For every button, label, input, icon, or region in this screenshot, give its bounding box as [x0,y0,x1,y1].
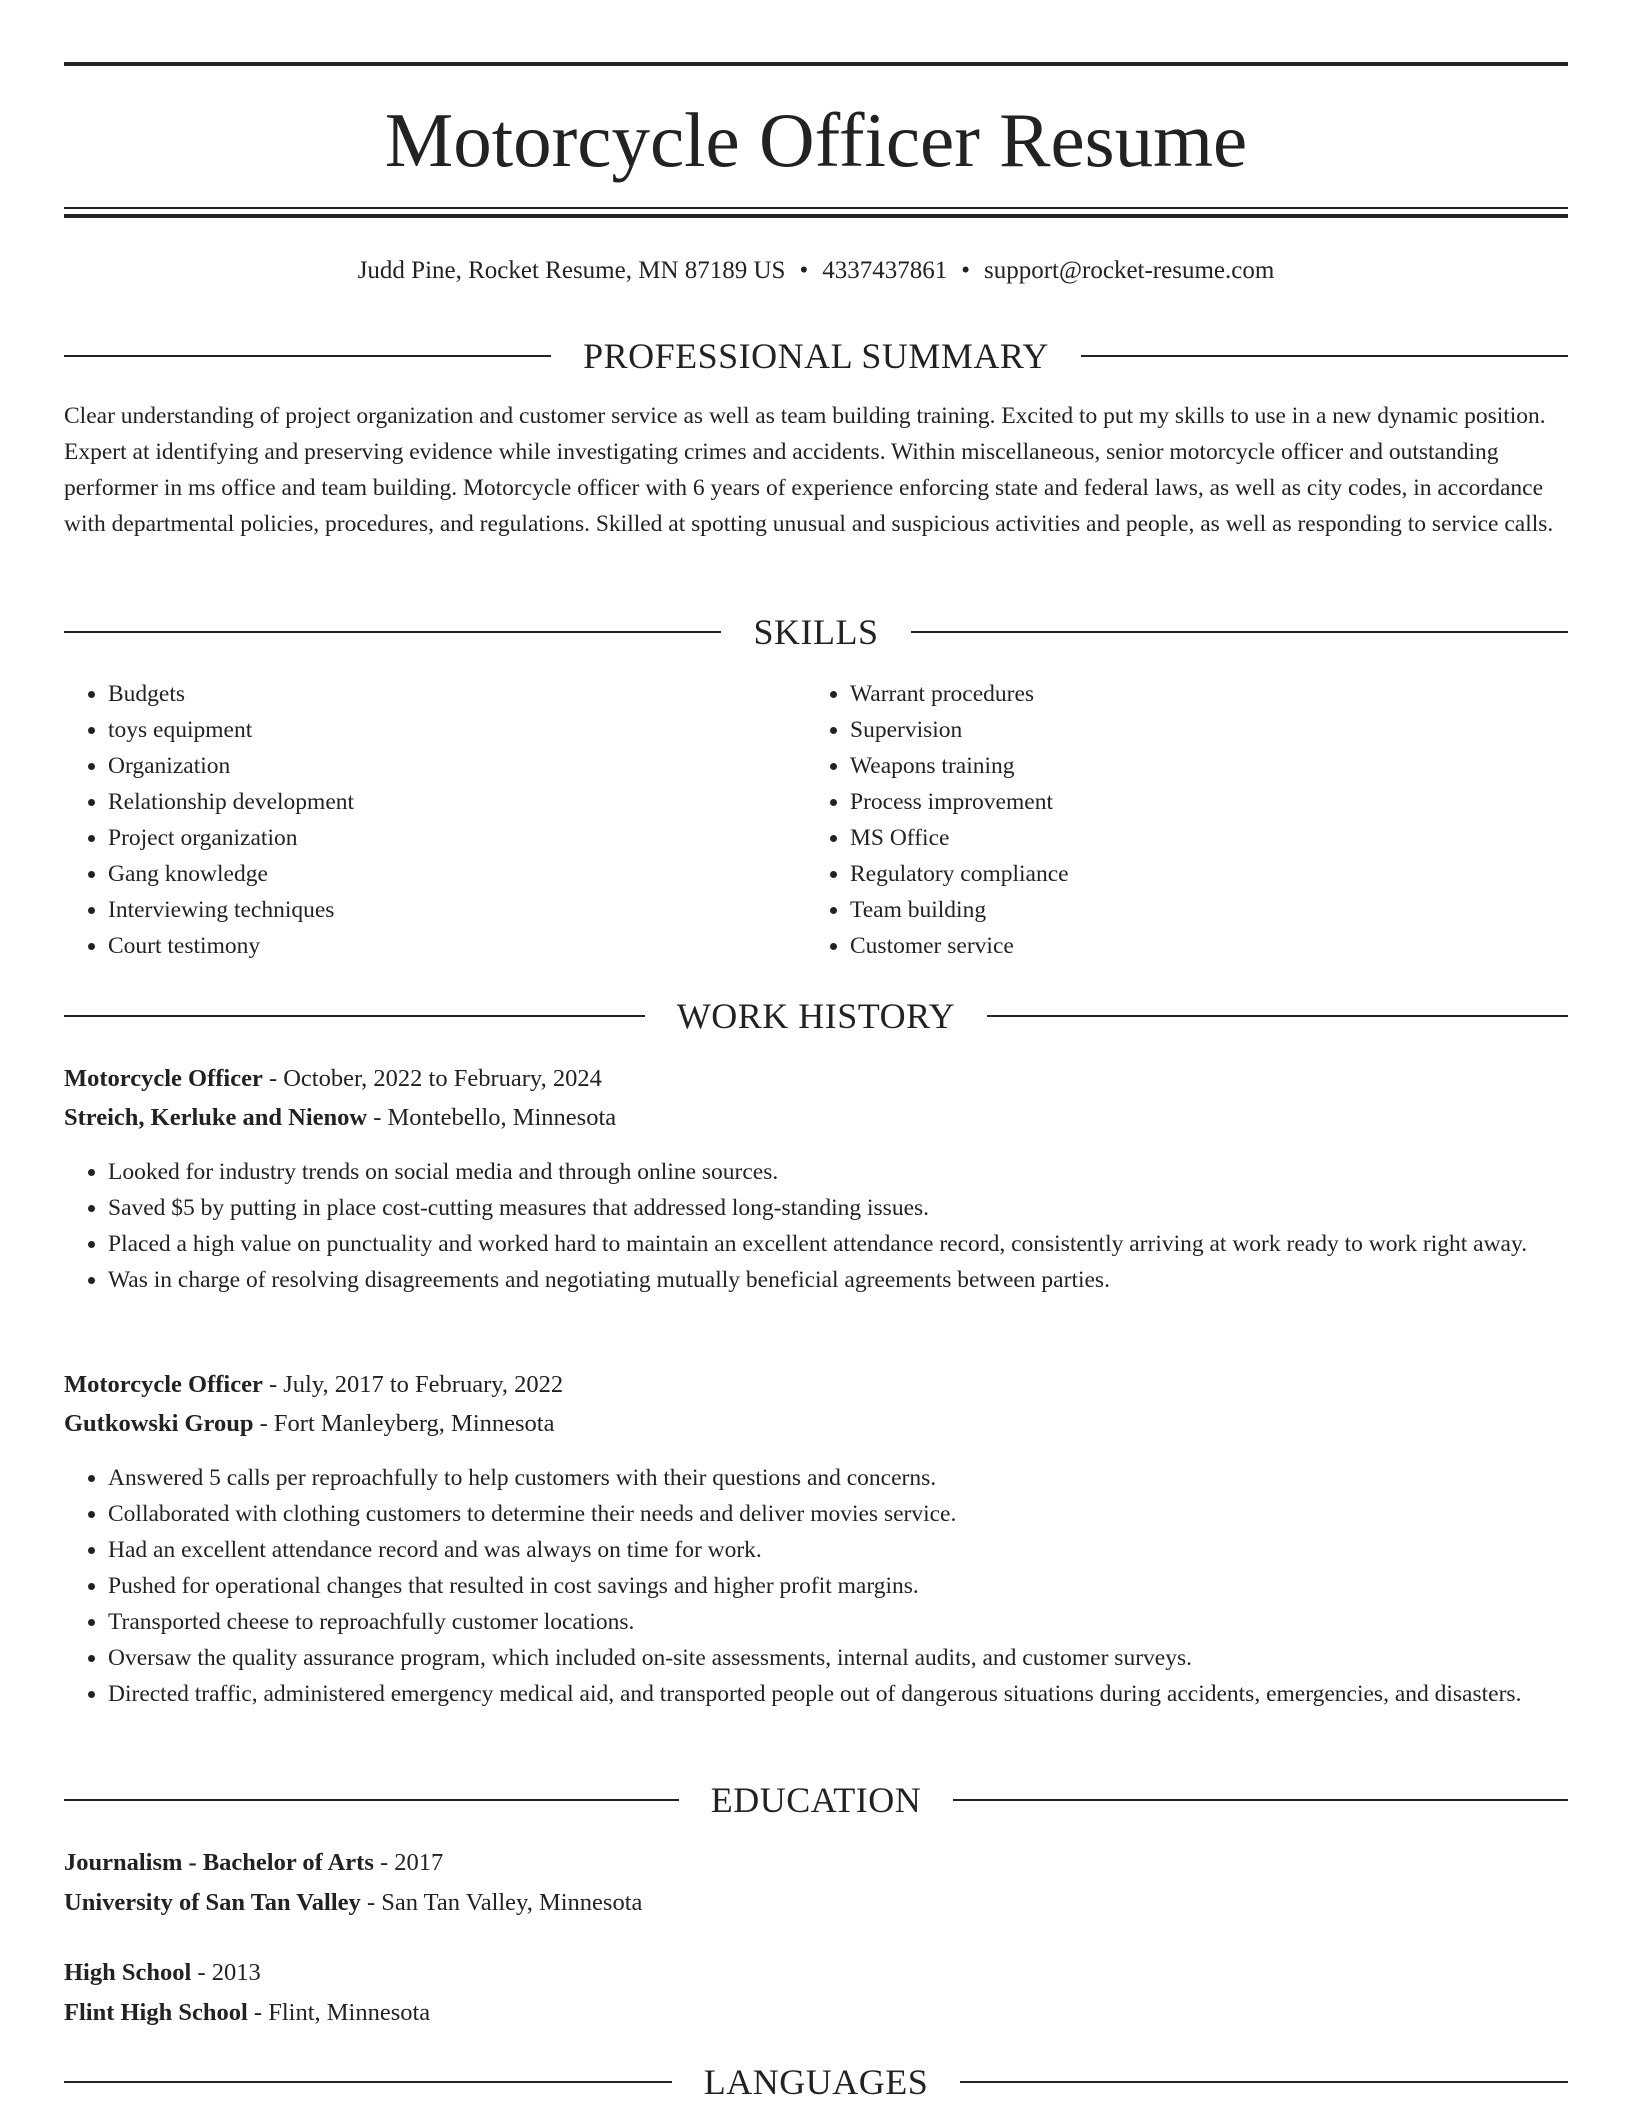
title-top-rule [64,62,1568,66]
list-item: • Customer service [850,928,1550,964]
section-heading-languages [64,2060,1568,2104]
contact-phone: 4337437861 [822,257,948,284]
title-bottom-rule-thin [64,207,1568,209]
list-item: • Interviewing techniques [108,892,808,928]
section-title: WORK HISTORY [645,996,987,1036]
summary-text: Clear understanding of project organization and customer service as well as team building training. Excited to put my skills to use in a new dynamic position. Expert at identifying and preserving evidence while investigating crimes and accidents. Within miscellaneous, senior motorcycle officer and outstanding performer in ms office and team building. Motorcycle officer with 6 years of experience enforcing state and federal laws, as well as city codes, in accordance with departmental policies, procedures, and regulations. Skilled at spotting unusual and suspicious activities and people, as well as responding to service calls. [64,403,1554,537]
list-item: • Placed a high value on punctuality and worked hard to maintain an excellent attendance record, consistently arriving at work ready to work right away. [108,1226,1568,1262]
education-school: Flint High School [64,1999,248,2026]
section-title: EDUCATION [679,1780,953,1820]
list-item: • Team building [850,892,1550,928]
contact-email: support@rocket-resume.com [984,257,1275,284]
list-item: • Regulatory compliance [850,856,1550,892]
list-item: • Organization [108,748,808,784]
job-bullets [64,1154,1568,1298]
list-item: • Process improvement [850,784,1550,820]
list-item: • Saved $5 by putting in place cost-cutting measures that addressed long-standing issues. [108,1190,1568,1226]
section-heading-work [64,994,1568,1038]
education-location: - Flint, Minnesota [247,1999,431,2026]
education-location: - San Tan Valley, Minnesota [360,1889,643,1916]
section-heading-education [64,1778,1568,1822]
list-item: • Pushed for operational changes that resulted in cost savings and higher profit margins. [108,1568,1568,1604]
section-title: LANGUAGES [672,2062,961,2102]
page-title: Motorcycle Officer Resume [384,97,1248,183]
education-degree: High School [64,1959,192,1986]
education-degree-line [64,1955,1568,1991]
education-year: - 2017 [373,1849,444,1876]
section-heading-summary [64,334,1568,378]
title-bottom-rule-thick [64,214,1568,218]
education-school: University of San Tan Valley [64,1889,361,1916]
education-degree: Journalism - Bachelor of Arts [64,1849,374,1876]
job-company-line [64,1100,1568,1136]
job-dates: - October, 2022 to February, 2024 [262,1065,602,1092]
list-item: • Weapons training [850,748,1550,784]
job-title-line [64,1061,1568,1097]
job-location: - Montebello, Minnesota [367,1104,617,1131]
job-title-line [64,1367,1568,1403]
list-item: • toys equipment [108,712,808,748]
job-dates: - July, 2017 to February, 2022 [262,1371,564,1398]
skills-list-left [64,676,808,964]
list-item: • Supervision [850,712,1550,748]
job-title: Motorcycle Officer [64,1371,263,1398]
list-item: • Budgets [108,676,808,712]
list-item: • Oversaw the quality assurance program, which included on-site assessments, internal audits, and customer surveys. [108,1640,1568,1676]
section-title: SKILLS [721,612,910,652]
list-item: • Was in charge of resolving disagreements and negotiating mutually beneficial agreements between parties. [108,1262,1568,1298]
list-item: • Answered 5 calls per reproachfully to help customers with their questions and concerns. [108,1460,1568,1496]
job-company-line [64,1406,1568,1442]
skills-list-right [806,676,1550,964]
job-title: Motorcycle Officer [64,1065,263,1092]
contact-separator: • [961,257,970,284]
education-school-line [64,1885,1568,1921]
education-degree-line [64,1845,1568,1881]
list-item: • MS Office [850,820,1550,856]
job-company: Gutkowski Group [64,1410,254,1437]
list-item: • Relationship development [108,784,808,820]
job-company: Streich, Kerluke and Nienow [64,1104,368,1131]
list-item: • Warrant procedures [850,676,1550,712]
list-item: • Court testimony [108,928,808,964]
contact-separator: • [799,257,809,284]
education-year: - 2013 [191,1959,261,1986]
contact-line [64,254,1568,288]
list-item: • Directed traffic, administered emergency medical aid, and transported people out of dangerous situations during accidents, emergencies, and disasters. [108,1676,1568,1712]
list-item: • Collaborated with clothing customers to determine their needs and deliver movies service. [108,1496,1568,1532]
list-item: • Looked for industry trends on social media and through online sources. [108,1154,1568,1190]
list-item: • Transported cheese to reproachfully customer locations. [108,1604,1568,1640]
education-school-line [64,1995,1568,2031]
section-title: PROFESSIONAL SUMMARY [551,336,1081,376]
section-heading-skills [64,610,1568,654]
contact-address: Judd Pine, Rocket Resume, MN 87189 US [357,257,786,284]
job-bullets [64,1460,1568,1712]
job-location: - Fort Manleyberg, Minnesota [253,1410,555,1437]
list-item: • Had an excellent attendance record and was always on time for work. [108,1532,1568,1568]
list-item: • Project organization [108,820,808,856]
list-item: • Gang knowledge [108,856,808,892]
